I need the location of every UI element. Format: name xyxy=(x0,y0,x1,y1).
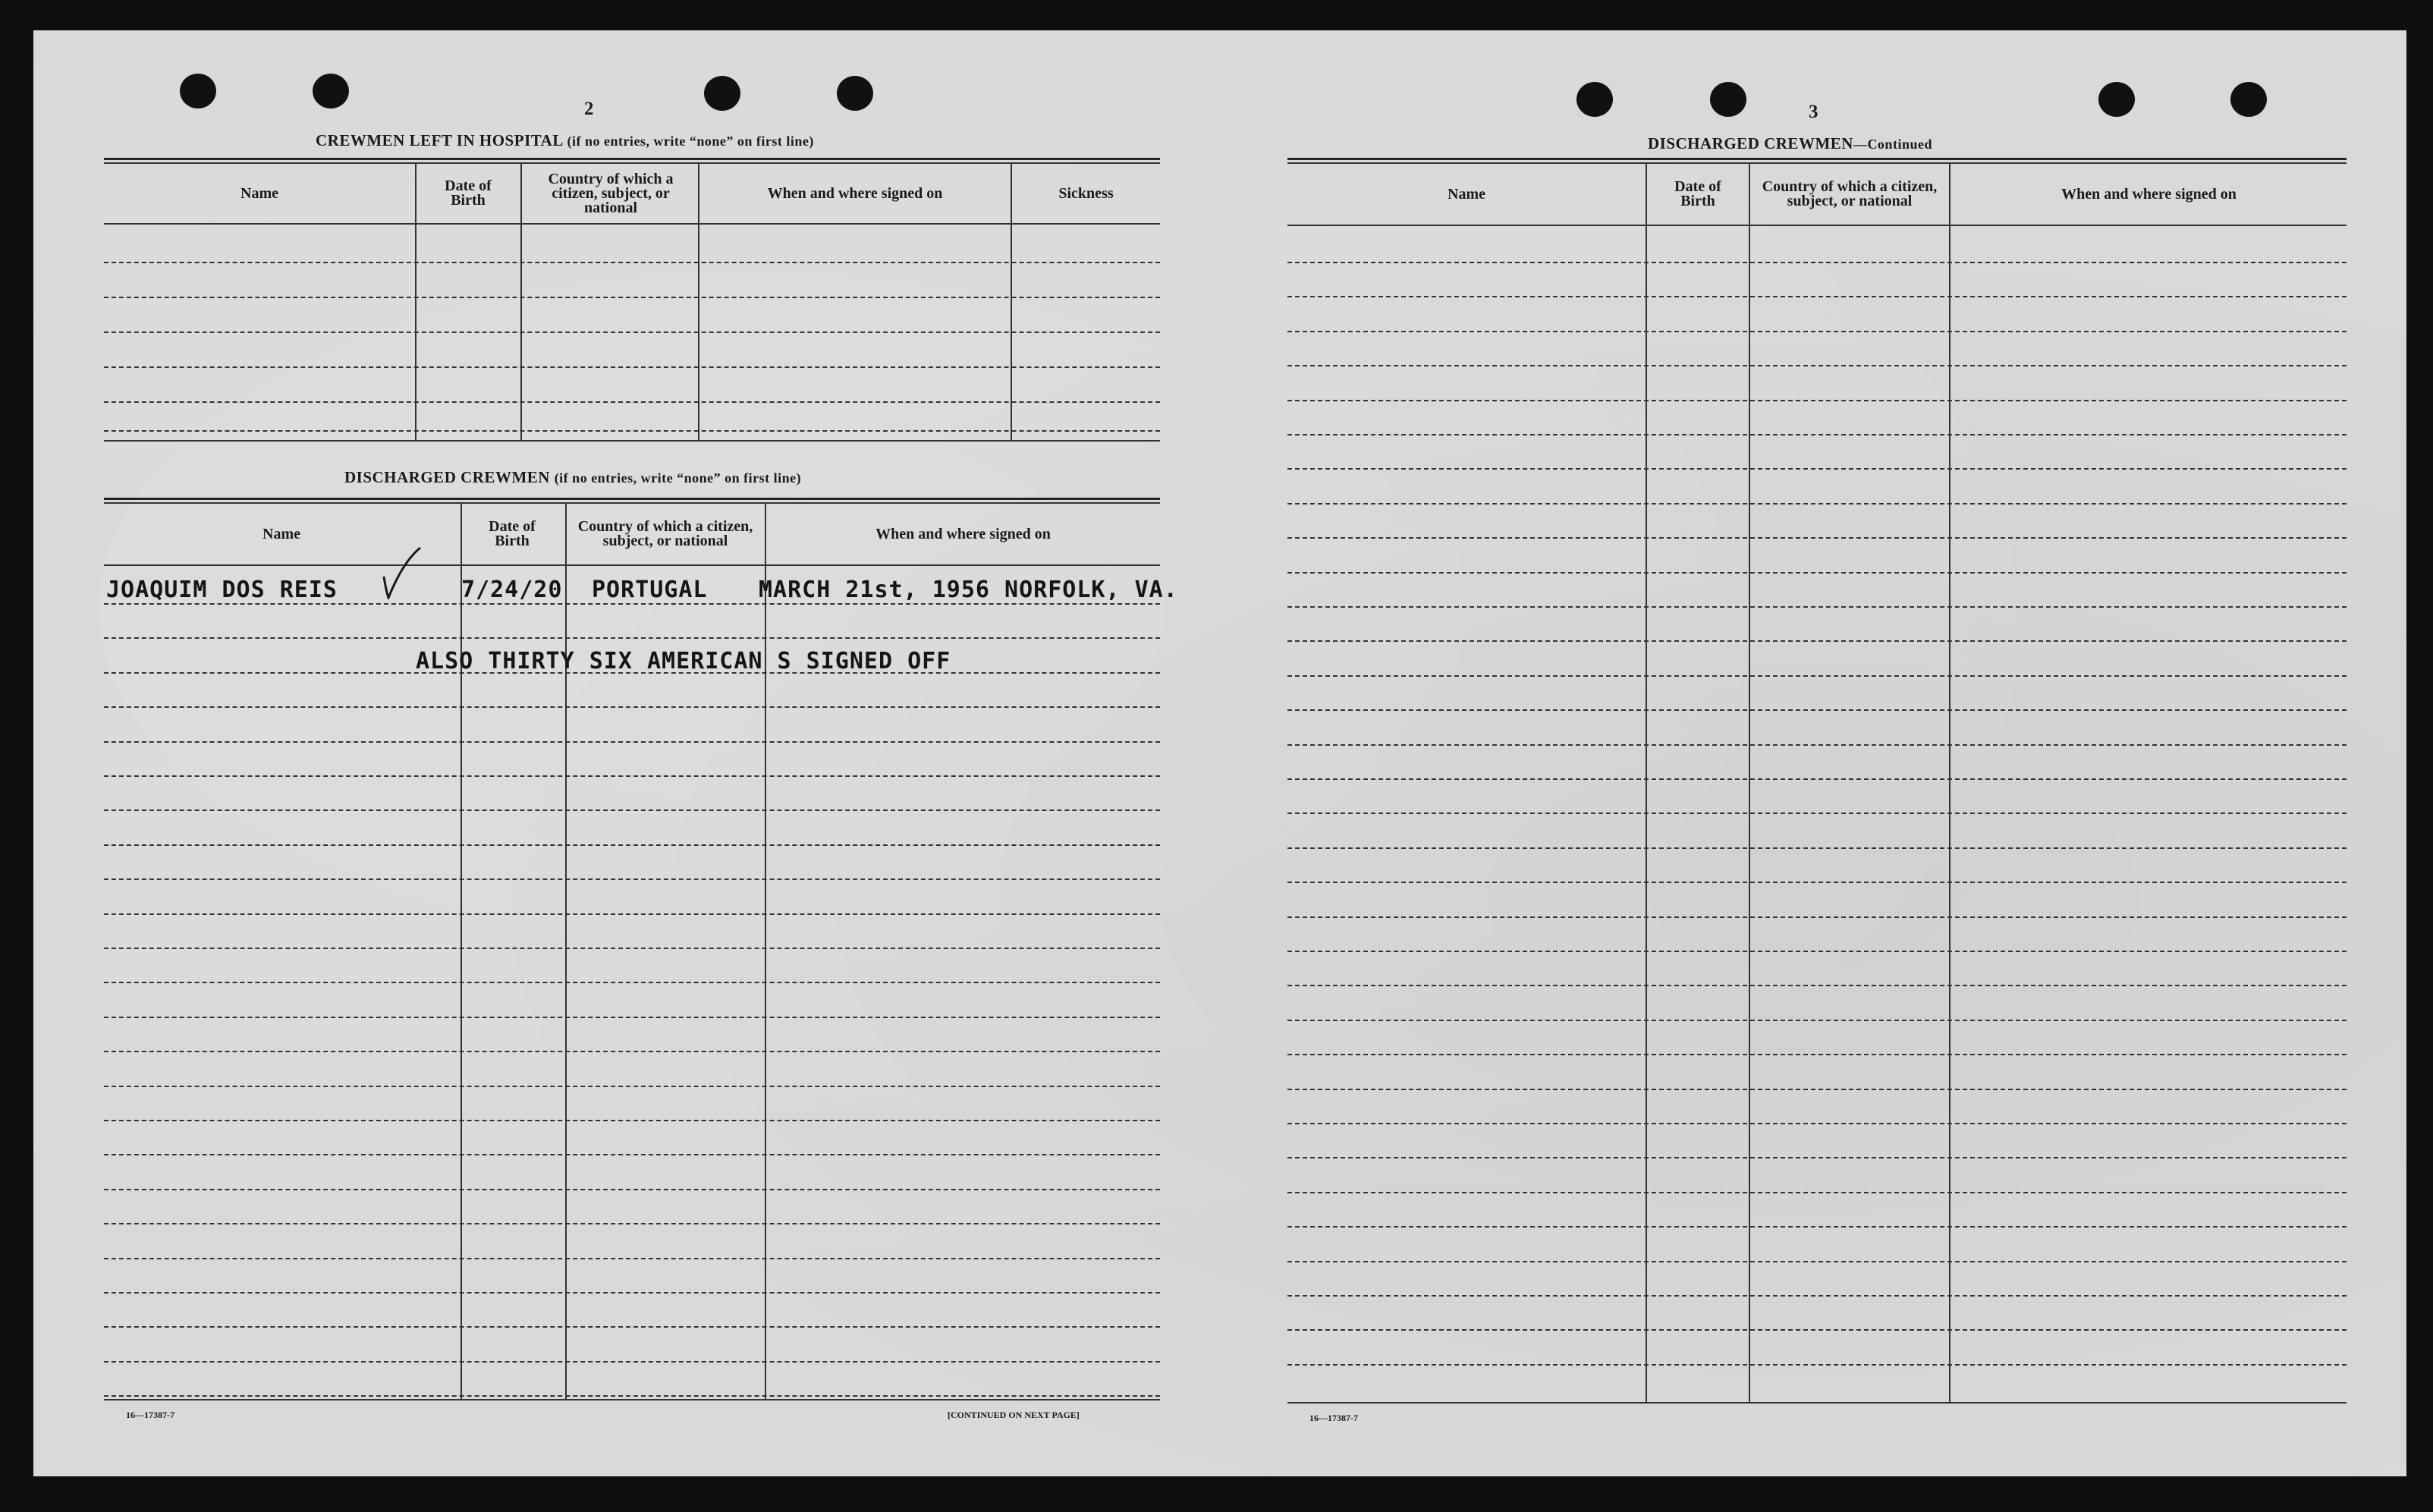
ruled-line xyxy=(1287,1123,2347,1124)
ruled-line xyxy=(1287,606,2347,608)
hospital-line xyxy=(104,262,1160,263)
continued-divider xyxy=(1949,164,1950,1402)
continued-bottom-rule xyxy=(1287,1402,2347,1404)
ruled-line xyxy=(1287,1364,2347,1366)
ruled-line xyxy=(104,1223,1160,1224)
ruled-line xyxy=(104,1361,1160,1363)
ruled-line xyxy=(1287,1157,2347,1158)
hospital-line xyxy=(104,332,1160,333)
punch-hole xyxy=(2098,82,2135,117)
ruled-line xyxy=(1287,503,2347,505)
ruled-line xyxy=(104,844,1160,846)
hospital-col-sickness: Sickness xyxy=(1058,184,1114,202)
ruled-line xyxy=(1287,882,2347,883)
ruled-line xyxy=(104,706,1160,708)
punch-hole xyxy=(1710,82,1746,117)
continued-title-suffix: —Continued xyxy=(1853,137,1932,152)
form-number: 16—17387-7 xyxy=(1309,1413,1358,1423)
hospital-col-country: Country of which a citizen, subject, or national xyxy=(548,170,674,216)
ruled-line xyxy=(104,1326,1160,1328)
ruled-line xyxy=(104,1051,1160,1052)
ruled-line xyxy=(1287,985,2347,986)
ruled-line xyxy=(1287,1329,2347,1331)
ruled-line xyxy=(104,1258,1160,1259)
continued-col-dob: Date of Birth xyxy=(1674,178,1721,209)
hospital-divider xyxy=(415,164,417,440)
ruled-line xyxy=(1287,916,2347,918)
continued-col-signed: When and where signed on xyxy=(2061,185,2237,203)
ruled-line xyxy=(1287,744,2347,746)
hospital-divider xyxy=(520,164,522,440)
ruled-line xyxy=(104,741,1160,743)
punch-hole xyxy=(837,76,873,111)
ruled-line xyxy=(1287,1020,2347,1021)
crew-name: JOAQUIM DOS REIS xyxy=(106,577,338,603)
hospital-title-note: (if no entries, write “none” on first line) xyxy=(567,134,814,149)
punch-hole xyxy=(313,74,349,108)
ruled-line xyxy=(104,1017,1160,1018)
hospital-line xyxy=(104,430,1160,432)
continued-header-rule xyxy=(1287,225,2347,226)
crew-dob: 7/24/20 xyxy=(461,577,563,603)
discharged-title-note: (if no entries, write “none” on first line) xyxy=(554,470,802,486)
ruled-line xyxy=(104,1120,1160,1121)
ruled-line xyxy=(104,1154,1160,1155)
check-mark-icon xyxy=(378,545,425,599)
ruled-line xyxy=(1287,675,2347,677)
ruled-line xyxy=(1287,640,2347,642)
hospital-bottom-rule xyxy=(104,440,1160,442)
ruled-line xyxy=(1287,1054,2347,1055)
ruled-line xyxy=(104,1086,1160,1087)
continued-title-text: DISCHARGED CREWMEN xyxy=(1648,134,1853,152)
ruled-line xyxy=(104,637,1160,639)
hospital-col-dob: Date of Birth xyxy=(445,178,492,209)
discharged-header-rule xyxy=(104,564,1160,566)
hospital-line xyxy=(104,401,1160,403)
ruled-line xyxy=(1287,537,2347,539)
discharged-top-rule xyxy=(104,498,1160,500)
hospital-top-rule-2 xyxy=(104,162,1160,164)
ruled-line xyxy=(1287,1226,2347,1228)
page-number: 3 xyxy=(1809,102,1818,122)
ruled-line xyxy=(104,1395,1160,1397)
continued-col-name: Name xyxy=(1448,185,1485,203)
hospital-col-name: Name xyxy=(240,184,278,202)
ruled-line xyxy=(1287,572,2347,574)
ruled-line xyxy=(1287,1295,2347,1297)
ruled-line xyxy=(104,775,1160,777)
discharged-continued-title xyxy=(1648,134,1932,153)
hospital-section-title xyxy=(316,131,814,150)
discharged-top-rule-2 xyxy=(104,502,1160,504)
ruled-line xyxy=(1287,1089,2347,1090)
hospital-title-text: CREWMEN LEFT IN HOSPITAL xyxy=(316,131,563,149)
hospital-line xyxy=(104,366,1160,368)
discharged-col-dob: Date of Birth xyxy=(489,518,536,549)
discharged-col-name: Name xyxy=(262,525,300,542)
ruled-line xyxy=(104,603,1160,605)
hospital-divider xyxy=(1011,164,1012,440)
ruled-line xyxy=(104,879,1160,880)
continued-col-country: Country of which a citizen, subject, or national xyxy=(1762,178,1938,209)
form-number: 16—17387-7 xyxy=(126,1410,174,1420)
hospital-top-rule xyxy=(104,158,1160,160)
ruled-line xyxy=(1287,1192,2347,1193)
hospital-line xyxy=(104,297,1160,298)
ruled-line xyxy=(104,809,1160,811)
discharged-col-signed: When and where signed on xyxy=(875,525,1051,542)
ruled-line xyxy=(104,1292,1160,1294)
ruled-line xyxy=(104,948,1160,949)
punch-hole xyxy=(704,76,740,111)
continued-divider xyxy=(1646,164,1647,1402)
discharged-bottom-rule xyxy=(104,1399,1160,1400)
ruled-line xyxy=(1287,434,2347,435)
ruled-line xyxy=(1287,778,2347,780)
punch-hole xyxy=(1576,82,1613,117)
ruled-line xyxy=(1287,262,2347,263)
ruled-line xyxy=(104,1189,1160,1190)
punch-hole xyxy=(2230,82,2267,117)
ruled-line xyxy=(1287,365,2347,366)
ruled-line xyxy=(1287,847,2347,849)
ruled-line xyxy=(1287,468,2347,470)
ruled-line xyxy=(1287,813,2347,814)
ruled-line xyxy=(104,913,1160,915)
page-number: 2 xyxy=(584,99,594,119)
hospital-col-signed: When and where signed on xyxy=(767,184,943,202)
punch-hole xyxy=(180,74,216,108)
ruled-line xyxy=(1287,331,2347,332)
discharged-section-title xyxy=(344,468,801,487)
ruled-line xyxy=(1287,400,2347,401)
ruled-line xyxy=(1287,951,2347,952)
continued-divider xyxy=(1749,164,1750,1402)
continued-top-rule xyxy=(1287,158,2347,160)
discharged-remark: ALSO THIRTY SIX AMERICAN S SIGNED OFF xyxy=(416,648,951,674)
continued-top-rule-2 xyxy=(1287,162,2347,164)
ruled-line xyxy=(1287,709,2347,711)
ruled-line xyxy=(1287,296,2347,297)
discharged-title-text: DISCHARGED CREWMEN xyxy=(344,468,550,486)
discharged-col-country: Country of which a citizen, subject, or national xyxy=(577,518,753,549)
crew-signed-on: MARCH 21st, 1956 NORFOLK, VA. xyxy=(759,577,1178,603)
ruled-line xyxy=(1287,1261,2347,1262)
document-sheet xyxy=(33,30,2406,1476)
continued-note: [CONTINUED ON NEXT PAGE] xyxy=(948,1410,1080,1420)
hospital-header-rule xyxy=(104,223,1160,225)
ruled-line xyxy=(104,982,1160,983)
hospital-divider xyxy=(698,164,699,440)
crew-country: PORTUGAL xyxy=(592,577,708,603)
